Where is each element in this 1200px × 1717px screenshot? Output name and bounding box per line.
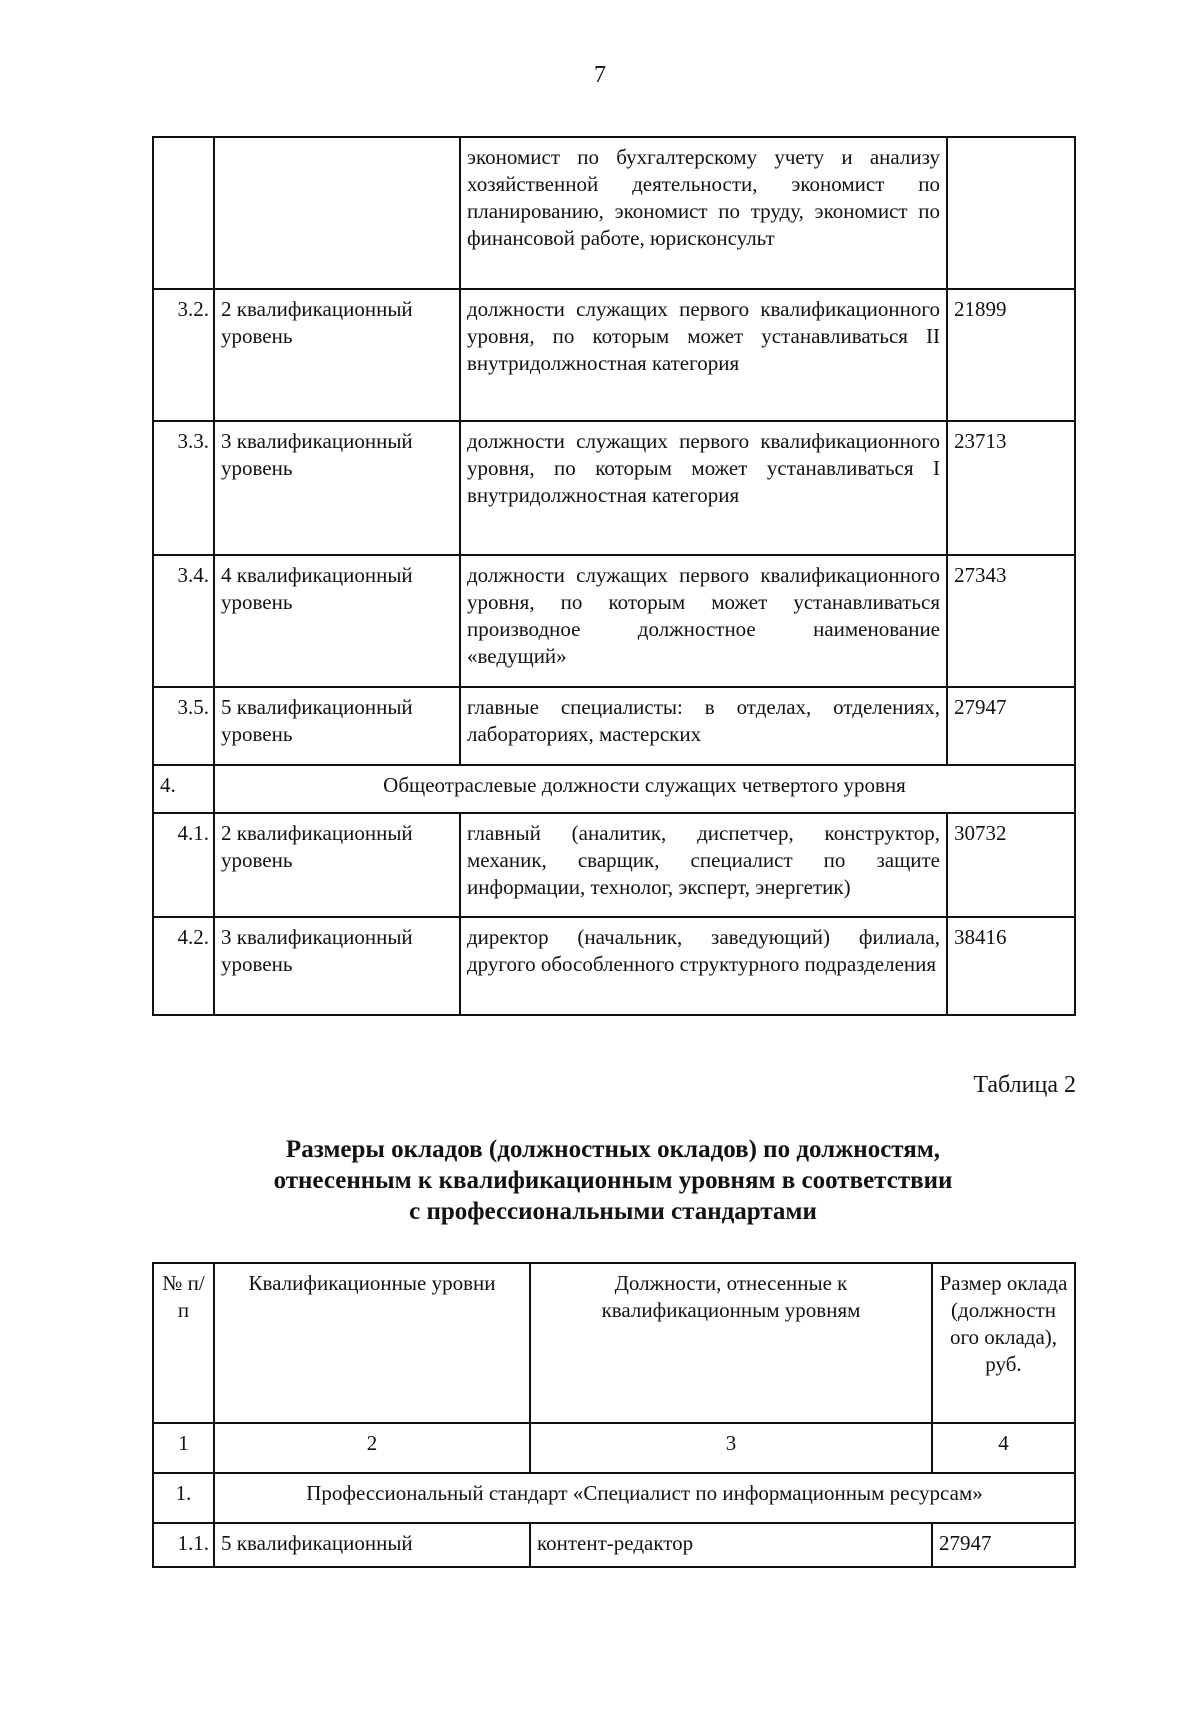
column-numbers-row	[153, 1423, 1075, 1473]
salary-cell: 30732	[947, 813, 1075, 917]
salary-table-continued	[152, 136, 1076, 1016]
page-number: 7	[594, 62, 606, 88]
section-title: Профессиональный стандарт «Специалист по информационным ресурсам»	[214, 1473, 1075, 1523]
heading-line: с профессиональными стандартами	[409, 1198, 817, 1225]
salary-cell: 38416	[947, 917, 1075, 1015]
qualification-level: 5 квалификационный уровень	[214, 687, 460, 765]
table-header-row	[153, 1263, 1075, 1423]
positions-cell: должности служащих первого квалификационного уровня, по которым может устанавливаться II внутридолжностная категория	[460, 289, 947, 421]
header-levels: Квалификационные уровни	[214, 1263, 530, 1423]
row-number: 4.2.	[153, 917, 214, 1015]
professional-standards-table	[152, 1262, 1076, 1568]
salary-cell: 27343	[947, 555, 1075, 687]
positions-cell: должности служащих первого квалификационного уровня, по которым может устанавливаться I внутридолжностная категория	[460, 421, 947, 555]
section-header-row	[153, 765, 1075, 813]
column-number: 4	[932, 1423, 1075, 1473]
salary-cell: 21899	[947, 289, 1075, 421]
row-number: 3.3.	[153, 421, 214, 555]
row-number	[153, 137, 214, 289]
heading-line: Размеры окладов (должностных окладов) по должностям,	[285, 1136, 941, 1163]
section-number: 4.	[153, 765, 214, 813]
positions-cell: главный (аналитик, диспетчер, конструктор, механик, сварщик, специалист по защите информации, технолог, эксперт, энергетик)	[460, 813, 947, 917]
column-number: 2	[214, 1423, 530, 1473]
section-header-row	[153, 1473, 1075, 1523]
salary-cell	[947, 137, 1075, 289]
row-number: 3.2.	[153, 289, 214, 421]
table-row	[153, 421, 1075, 555]
table-row	[153, 687, 1075, 765]
section-number: 1.	[153, 1473, 214, 1523]
section-title: Общеотраслевые должности служащих четвертого уровня	[214, 765, 1075, 813]
header-number: № п/п	[153, 1263, 214, 1423]
salary-cell: 23713	[947, 421, 1075, 555]
table-row	[153, 813, 1075, 917]
positions-cell: должности служащих первого квалификационного уровня, по которым может устанавливаться производное должностное наименование «ведущий»	[460, 555, 947, 687]
positions-cell: директор (начальник, заведующий) филиала, другого обособленного структурного подразделения	[460, 917, 947, 1015]
qualification-level: 2 квалификационный уровень	[214, 289, 460, 421]
positions-cell: контент-редактор	[530, 1523, 932, 1567]
table-row	[153, 917, 1075, 1015]
qualification-level	[214, 137, 460, 289]
row-number: 3.5.	[153, 687, 214, 765]
table-row	[153, 289, 1075, 421]
table-row	[153, 1523, 1075, 1567]
row-number: 4.1.	[153, 813, 214, 917]
positions-cell: главные специалисты: в отделах, отделениях, лабораториях, мастерских	[460, 687, 947, 765]
table-row	[153, 137, 1075, 289]
heading-line: отнесенным к квалификационным уровням в соответствии	[273, 1167, 953, 1194]
salary-cell: 27947	[947, 687, 1075, 765]
qualification-level: 3 квалификационный уровень	[214, 917, 460, 1015]
column-number: 3	[530, 1423, 932, 1473]
table-label: Таблица 2	[973, 1072, 1076, 1098]
qualification-level: 4 квалификационный уровень	[214, 555, 460, 687]
qualification-level: 3 квалификационный уровень	[214, 421, 460, 555]
table-heading	[152, 1134, 1074, 1227]
qualification-level: 5 квалификационный	[214, 1523, 530, 1567]
salary-cell: 27947	[932, 1523, 1075, 1567]
table-row	[153, 555, 1075, 687]
row-number: 3.4.	[153, 555, 214, 687]
positions-cell: экономист по бухгалтерскому учету и анализу хозяйственной деятельности, экономист по планированию, экономист по труду, экономист по финансовой работе, юрисконсульт	[460, 137, 947, 289]
header-salary: Размер оклада (должностн ого оклада), руб.	[932, 1263, 1075, 1423]
row-number: 1.1.	[153, 1523, 214, 1567]
qualification-level: 2 квалификационный уровень	[214, 813, 460, 917]
header-positions: Должности, отнесенные к квалификационным уровням	[530, 1263, 932, 1423]
column-number: 1	[153, 1423, 214, 1473]
